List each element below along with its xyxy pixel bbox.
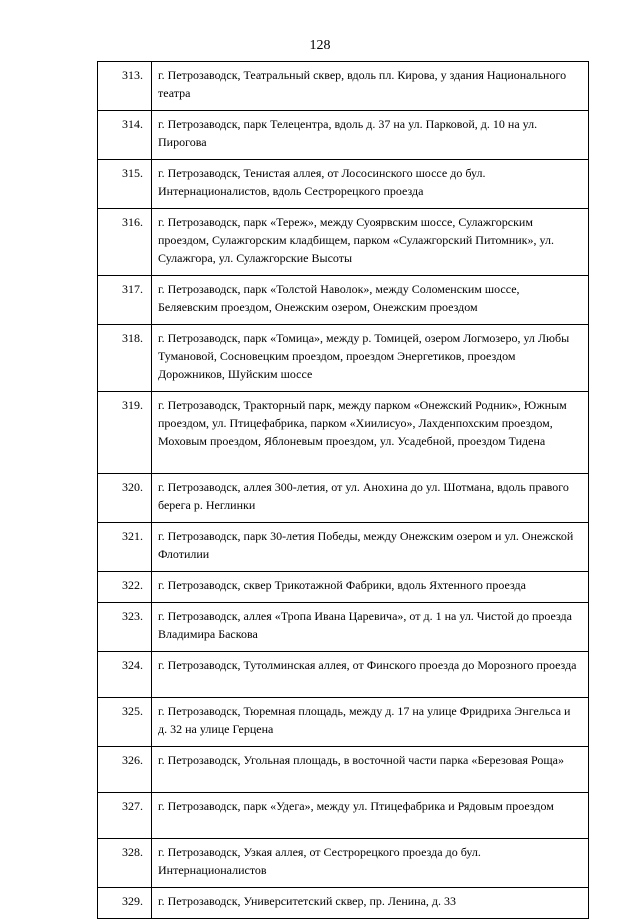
row-number: 317. — [98, 276, 152, 325]
row-number: 321. — [98, 523, 152, 572]
row-description: г. Петрозаводск, Тюремная площадь, между д. 17 на улице Фридриха Энгельса и д. 32 на улице Герцена — [152, 698, 589, 747]
table-row — [98, 603, 589, 652]
row-number: 320. — [98, 474, 152, 523]
table-row — [98, 572, 589, 603]
row-description: г. Петрозаводск, Университетский сквер, пр. Ленина, д. 33 — [152, 888, 589, 919]
row-number: 315. — [98, 160, 152, 209]
row-description: г. Петрозаводск, парк «Тереж», между Суоярвским шоссе, Сулажгорским проездом, Сулажгорским кладбищем, парком «Сулажгорский Питомник», ул. Сулажгора, ул. Сулажгорские Высоты — [152, 209, 589, 276]
row-description: г. Петрозаводск, Театральный сквер, вдоль пл. Кирова, у здания Национального театра — [152, 62, 589, 111]
table-row — [98, 839, 589, 888]
row-description: г. Петрозаводск, парк Телецентра, вдоль д. 37 на ул. Парковой, д. 10 на ул. Пирогова — [152, 111, 589, 160]
row-number: 313. — [98, 62, 152, 111]
table-row — [98, 62, 589, 111]
row-number: 326. — [98, 747, 152, 793]
row-number: 325. — [98, 698, 152, 747]
row-description: г. Петрозаводск, парк «Удега», между ул. Птицефабрика и Рядовым проездом — [152, 793, 589, 839]
table-row — [98, 325, 589, 392]
table-row — [98, 523, 589, 572]
row-number: 327. — [98, 793, 152, 839]
row-number: 314. — [98, 111, 152, 160]
row-description: г. Петрозаводск, сквер Трикотажной Фабрики, вдоль Яхтенного проезда — [152, 572, 589, 603]
row-description: г. Петрозаводск, Тенистая аллея, от Лососинского шоссе до бул. Интернационалистов, вдоль Сестрорецкого проезда — [152, 160, 589, 209]
row-number: 328. — [98, 839, 152, 888]
row-number: 323. — [98, 603, 152, 652]
row-description: г. Петрозаводск, аллея «Тропа Ивана Царевича», от д. 1 на ул. Чистой до проезда Владимира Баскова — [152, 603, 589, 652]
row-description: г. Петрозаводск, Узкая аллея, от Сестрорецкого проезда до бул. Интернационалистов — [152, 839, 589, 888]
row-description: г. Петрозаводск, Угольная площадь, в восточной части парка «Березовая Роща» — [152, 747, 589, 793]
row-number: 316. — [98, 209, 152, 276]
table-row — [98, 888, 589, 919]
row-number: 318. — [98, 325, 152, 392]
table-row — [98, 652, 589, 698]
row-description: г. Петрозаводск, Тракторный парк, между парком «Онежский Родник», Южным проездом, ул. Птицефабрика, парком «Хиилисуо», Лахденпохским проездом, Моховым проездом, Яблоневым проездом, ул. Усадебной, проездом Тидена — [152, 392, 589, 474]
row-description: г. Петрозаводск, парк «Толстой Наволок», между Соломенским шоссе, Беляевским проездом, Онежским озером, Онежским проездом — [152, 276, 589, 325]
row-number: 324. — [98, 652, 152, 698]
table-row — [98, 698, 589, 747]
row-number: 322. — [98, 572, 152, 603]
table-row — [98, 111, 589, 160]
row-description: г. Петрозаводск, парк «Томица», между р. Томицей, озером Логмозеро, ул Любы Тумановой, Сосновецким проездом, проездом Энергетиков, проездом Дорожников, Шуйским шоссе — [152, 325, 589, 392]
table-row — [98, 474, 589, 523]
row-description: г. Петрозаводск, парк 30-летия Победы, между Онежским озером и ул. Онежской Флотилии — [152, 523, 589, 572]
table-row — [98, 160, 589, 209]
row-number: 329. — [98, 888, 152, 919]
page-number: 128 — [309, 38, 331, 53]
table-row — [98, 209, 589, 276]
table-row — [98, 793, 589, 839]
row-number: 319. — [98, 392, 152, 474]
row-description: г. Петрозаводск, Тутолминская аллея, от Финского проезда до Морозного проезда — [152, 652, 589, 698]
table-row — [98, 747, 589, 793]
row-description: г. Петрозаводск, аллея 300-летия, от ул. Анохина до ул. Шотмана, вдоль правого берега р. Неглинки — [152, 474, 589, 523]
table-row — [98, 392, 589, 474]
table-row — [98, 276, 589, 325]
locations-table — [97, 61, 589, 919]
